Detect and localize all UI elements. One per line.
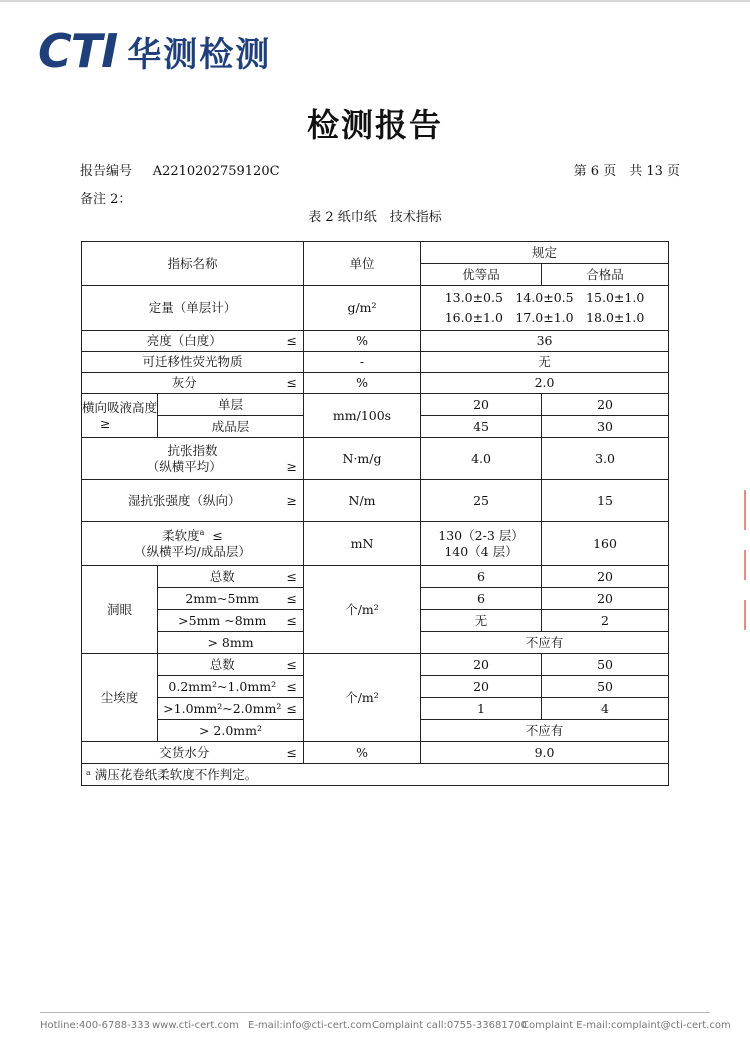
ge-symbol: ≥ bbox=[286, 458, 298, 474]
row-label bbox=[82, 438, 304, 480]
sub-label bbox=[158, 610, 304, 632]
table-row bbox=[82, 764, 669, 786]
le-symbol: ≤ bbox=[286, 700, 298, 716]
unit-cell: N/m bbox=[304, 480, 421, 522]
row-label bbox=[82, 522, 304, 566]
footer-complaint-call: Complaint call:0755-33681700 bbox=[372, 1020, 527, 1031]
value-cell: 30 bbox=[542, 416, 669, 438]
value-cell: 45 bbox=[421, 416, 542, 438]
sub-label bbox=[158, 676, 304, 698]
value-cell: 50 bbox=[542, 676, 669, 698]
value-cell: 4.0 bbox=[421, 438, 542, 480]
le-symbol: ≤ bbox=[286, 656, 298, 672]
header-grade-1: 优等品 bbox=[421, 264, 542, 286]
value-cell: 6 bbox=[421, 588, 542, 610]
footer-email[interactable]: E-mail:info@cti-cert.com bbox=[248, 1020, 372, 1031]
label-text: 湿抗张强度（纵向） bbox=[128, 492, 241, 508]
page-title: 检测报告 bbox=[306, 106, 443, 144]
value-cell: 36 bbox=[421, 331, 669, 352]
remark: 备注 2： bbox=[80, 192, 132, 207]
value-cell: 160 bbox=[542, 522, 669, 566]
le-symbol: ≤ bbox=[212, 527, 223, 543]
header-name: 指标名称 bbox=[82, 242, 304, 286]
logo-latin: CTI bbox=[38, 24, 118, 78]
edge-stamp-mark bbox=[742, 490, 748, 640]
sub-label bbox=[158, 698, 304, 720]
spec-table bbox=[81, 241, 669, 786]
table-row bbox=[82, 742, 669, 764]
table-row bbox=[82, 242, 669, 264]
ge-symbol: ≥ bbox=[286, 492, 298, 508]
table-row bbox=[82, 566, 669, 588]
value-cell: 25 bbox=[421, 480, 542, 522]
le-symbol: ≤ bbox=[286, 612, 298, 628]
value-cell: 不应有 bbox=[421, 632, 669, 654]
value-cell: 9.0 bbox=[421, 742, 669, 764]
logo-chinese: 华测检测 bbox=[127, 34, 272, 75]
label-text: >5mm ~8mm bbox=[178, 612, 267, 628]
top-border bbox=[0, 0, 750, 2]
ration-line-1: 13.0±0.5 14.0±0.5 15.0±1.0 bbox=[444, 290, 645, 306]
stamp-fragment bbox=[744, 490, 746, 530]
label-text: 灰分 bbox=[171, 375, 197, 391]
row-label bbox=[82, 480, 304, 522]
unit-cell: % bbox=[304, 373, 421, 394]
header-grade-2: 合格品 bbox=[542, 264, 669, 286]
value-cell: 无 bbox=[421, 352, 669, 373]
row-label: 洞眼 bbox=[82, 566, 158, 654]
sub-label: > 8mm bbox=[158, 632, 304, 654]
label-text: 0.2mm²~1.0mm² bbox=[168, 678, 277, 694]
label-text bbox=[82, 528, 303, 544]
footnote-mark: a bbox=[199, 527, 205, 537]
table-row bbox=[82, 480, 669, 522]
table-row bbox=[82, 394, 669, 416]
label-main: 柔软度 bbox=[162, 527, 200, 543]
footer-hotline: Hotline:400-6788-333 bbox=[40, 1020, 150, 1031]
sub-label: > 2.0mm² bbox=[158, 720, 304, 742]
footer-complaint-email[interactable]: Complaint E-mail:complaint@cti-cert.com bbox=[522, 1020, 731, 1031]
le-symbol: ≤ bbox=[286, 568, 298, 584]
row-label bbox=[82, 373, 304, 394]
label-text: 亮度（白度） bbox=[146, 333, 222, 349]
unit-cell: g/m² bbox=[304, 286, 421, 331]
sub-label bbox=[158, 566, 304, 588]
sub-label: 单层 bbox=[158, 394, 304, 416]
le-symbol: ≤ bbox=[286, 333, 298, 349]
value-cell: 1 bbox=[421, 698, 542, 720]
unit-cell: N·m/g bbox=[304, 438, 421, 480]
value-cell: 50 bbox=[542, 654, 669, 676]
table-row bbox=[82, 522, 669, 566]
label-text: 抗张指数 bbox=[167, 442, 218, 458]
value-cell: 无 bbox=[421, 610, 542, 632]
table-row bbox=[82, 286, 669, 331]
value-cell: 2.0 bbox=[421, 373, 669, 394]
stamp-fragment bbox=[744, 550, 746, 580]
value-cell: 20 bbox=[542, 566, 669, 588]
label-text: >1.0mm²~2.0mm² bbox=[163, 700, 282, 716]
le-symbol: ≤ bbox=[286, 590, 298, 606]
value-cell: 不应有 bbox=[421, 720, 669, 742]
value-cell: 20 bbox=[421, 394, 542, 416]
stamp-fragment bbox=[744, 600, 746, 630]
page-info: 第 6 页 共 13 页 bbox=[573, 164, 680, 179]
unit-cell: % bbox=[304, 331, 421, 352]
company-logo bbox=[38, 24, 271, 78]
label-text: 总数 bbox=[209, 656, 235, 672]
row-label: 可迁移性荧光物质 bbox=[82, 352, 304, 373]
footer-divider bbox=[40, 1012, 710, 1013]
sub-label bbox=[158, 654, 304, 676]
header-spec: 规定 bbox=[421, 242, 669, 264]
table-row bbox=[82, 654, 669, 676]
unit-cell: - bbox=[304, 352, 421, 373]
label-text: 2mm~5mm bbox=[185, 590, 260, 606]
value-cell: 20 bbox=[421, 676, 542, 698]
label-text: 横向吸液高度 bbox=[82, 399, 158, 415]
unit-cell: mm/100s bbox=[304, 394, 421, 438]
ration-line-2: 16.0±1.0 17.0±1.0 18.0±1.0 bbox=[444, 310, 645, 325]
value-cell: 15 bbox=[542, 480, 669, 522]
value-cell: 20 bbox=[421, 654, 542, 676]
table-row bbox=[82, 352, 669, 373]
report-number-value: A2210202759120C bbox=[152, 164, 280, 179]
report-number-label: 报告编号 bbox=[80, 164, 133, 179]
soft-line-2: 140（4 层） bbox=[444, 543, 518, 559]
label-text: 总数 bbox=[209, 568, 235, 584]
sub-label bbox=[158, 588, 304, 610]
value-cell: 20 bbox=[542, 588, 669, 610]
row-label bbox=[82, 331, 304, 352]
unit-cell: 个/m² bbox=[304, 566, 421, 654]
report-number bbox=[80, 160, 280, 179]
value-cell: 3.0 bbox=[542, 438, 669, 480]
label-sub: （纵横平均/成品层） bbox=[134, 543, 251, 559]
unit-cell: % bbox=[304, 742, 421, 764]
value-cell bbox=[421, 286, 669, 331]
row-label bbox=[82, 742, 304, 764]
table-row bbox=[82, 438, 669, 480]
label-text: 交货水分 bbox=[159, 744, 210, 760]
unit-cell: 个/m² bbox=[304, 654, 421, 742]
row-label: 定量（单层计） bbox=[82, 286, 304, 331]
unit-cell: mN bbox=[304, 522, 421, 566]
footer-website[interactable]: www.cti-cert.com bbox=[152, 1020, 239, 1031]
ge-symbol: ≥ bbox=[100, 415, 111, 431]
row-label bbox=[82, 394, 158, 438]
sub-label: 成品层 bbox=[158, 416, 304, 438]
le-symbol: ≤ bbox=[286, 375, 298, 391]
value-cell bbox=[421, 522, 542, 566]
value-cell: 6 bbox=[421, 566, 542, 588]
value-cell: 4 bbox=[542, 698, 669, 720]
le-symbol: ≤ bbox=[286, 744, 298, 760]
table-footnote: ᵃ 满压花卷纸柔软度不作判定。 bbox=[82, 764, 669, 786]
header-unit: 单位 bbox=[304, 242, 421, 286]
label-text-2 bbox=[82, 459, 303, 475]
value-cell: 20 bbox=[542, 394, 669, 416]
table-caption: 表 2 纸巾纸 技术指标 bbox=[308, 210, 442, 225]
label-sub: （纵横平均） bbox=[146, 458, 222, 474]
le-symbol: ≤ bbox=[286, 678, 298, 694]
soft-line-1: 130（2-3 层） bbox=[438, 527, 524, 543]
value-cell: 2 bbox=[542, 610, 669, 632]
table-row bbox=[82, 331, 669, 352]
table-row bbox=[82, 373, 669, 394]
row-label: 尘埃度 bbox=[82, 654, 158, 742]
